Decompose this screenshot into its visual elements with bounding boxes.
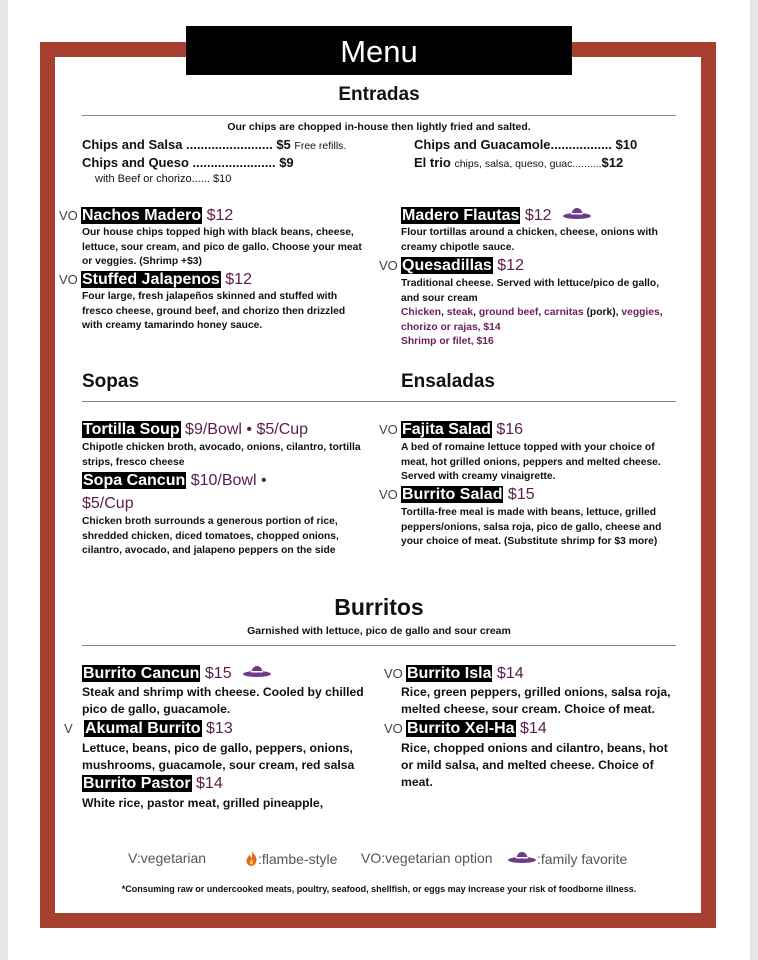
sopas-rule — [82, 401, 676, 402]
dish-price: $10/Bowl • — [190, 472, 267, 489]
burritos-rule — [82, 645, 676, 646]
dish-burrito-cancun — [82, 664, 272, 684]
dish-price: $15 — [204, 665, 232, 683]
burrito-cancun-description: Steak and shrimp with cheese. Cooled by chilled pico de gallo, guacamole. — [82, 685, 364, 716]
dish-nachos-madero — [59, 206, 233, 226]
dish-price: $15 — [507, 486, 535, 503]
dish-quesadillas — [379, 256, 524, 276]
vo-tag: VO — [379, 258, 398, 273]
entradas-rule — [82, 115, 676, 116]
legend-flambe: :flambe-style — [245, 850, 337, 867]
dish-sopa-cancun — [82, 471, 267, 491]
dish-price: $12 — [524, 207, 552, 225]
akumal-burrito-description: Lettuce, beans, pico de gallo, peppers, onions, mushrooms, guacamole, sour cream, red salsa — [82, 741, 355, 772]
dish-name: Burrito Salad — [402, 486, 503, 503]
chips-queso-line: Chips and Queso ....................... $9 — [82, 155, 294, 170]
legend-vegetarian: V:vegetarian — [128, 850, 207, 866]
dish-name: Nachos Madero — [82, 207, 202, 224]
right-page-edge — [750, 0, 758, 960]
dish-name: Fajita Salad — [402, 421, 491, 438]
vo-tag: VO — [59, 272, 78, 287]
dish-price: $14 — [496, 665, 524, 682]
vo-tag: VO — [379, 487, 398, 502]
sopas-heading: Sopas — [82, 371, 140, 392]
jalapenos-description: Four large, fresh jalapeños skinned and stuffed with fresco cheese, ground beef, and chorizo then drizzled with creamy tamarindo honey sauce. — [82, 291, 346, 331]
dish-fajita-salad — [379, 420, 523, 440]
dish-price: $14 — [520, 720, 547, 737]
dish-burrito-isla — [384, 664, 524, 684]
sombrero-icon — [242, 664, 272, 684]
burrito-salad-description: Tortilla-free meal is made with beans, lettuce, grilled peppers/onions, salsa roja, pico de gallo, cheese and your choice of meat. (Substitute shrimp for $3 more) — [401, 507, 662, 547]
burrito-isla-description: Rice, green peppers, grilled onions, salsa roja, melted cheese, sour cream. Choice of meat. — [401, 685, 671, 716]
entradas-heading: Entradas — [338, 84, 420, 105]
chips-salsa-line: Chips and Salsa ........................ $5 Free refills. — [82, 137, 347, 152]
vo-tag: VO — [384, 666, 403, 681]
dish-stuffed-jalapenos — [59, 270, 252, 290]
burrito-pastor-description: White rice, pastor meat, grilled pineapple, — [82, 796, 324, 810]
dish-name: Burrito Cancun — [83, 665, 200, 683]
dish-name: Burrito Isla — [407, 665, 492, 682]
flame-icon — [245, 851, 258, 867]
left-page-edge — [0, 0, 8, 960]
sombrero-icon — [562, 206, 592, 226]
dish-price: $12 — [206, 207, 234, 224]
dish-akumal-burrito — [64, 719, 233, 739]
burrito-xel-ha-description: Rice, chopped onions and cilantro, beans, hot or mild salsa, and melted cheese. Choice of meat. — [401, 741, 668, 789]
quesadillas-description: Traditional cheese. Served with lettuce/pico de gallo, and sour cream Chicken, steak, ground beef, carnitas (pork), veggies, chorizo or rajas, $14 Shrimp or filet, $16 — [401, 278, 663, 347]
dish-name: Quesadillas — [402, 257, 492, 274]
vo-tag: VO — [59, 208, 78, 223]
burritos-heading: Burritos — [334, 594, 424, 620]
dish-tortilla-soup — [82, 420, 308, 440]
dish-name: Tortilla Soup — [83, 421, 180, 438]
tortilla-soup-description: Chipotle chicken broth, avocado, onions, cilantro, tortilla strips, fresco cheese — [82, 442, 361, 468]
sopa-cancun-description: Chicken broth surrounds a generous portion of rice, shredded chicken, diced tomatoes, chopped onions, cilantro, avocado, and jalapeno peppers on the side — [82, 516, 339, 556]
menu-title: Menu — [186, 26, 572, 75]
dish-price: $9/Bowl • $5/Cup — [185, 421, 309, 438]
legend-family-favorite: :family favorite — [507, 850, 627, 867]
nachos-description: Our house chips topped high with black beans, cheese, lettuce, sour cream, and pico de gallo. Choose your meat or veggies. (Shrimp +$3) — [82, 227, 362, 267]
dish-price: $12 — [225, 271, 252, 288]
dish-name: Stuffed Jalapenos — [82, 271, 220, 288]
dish-name: Burrito Xel-Ha — [407, 720, 515, 737]
legend-vegetarian-option: VO:vegetarian option — [361, 850, 493, 866]
vo-tag: VO — [384, 721, 403, 736]
foodborne-disclaimer: *Consuming raw or undercooked meats, poultry, seafood, shellfish, or eggs may increase your risk of foodborne illness. — [121, 884, 637, 894]
dish-name: Burrito Pastor — [83, 775, 191, 792]
chips-note: Our chips are chopped in-house then lightly fried and salted. — [227, 121, 531, 133]
dish-burrito-salad — [379, 485, 535, 505]
with-beef-line: with Beef or chorizo...... $10 — [95, 173, 232, 185]
dish-burrito-xel-ha — [384, 719, 547, 739]
ensaladas-heading: Ensaladas — [401, 371, 495, 392]
dish-price: $16 — [496, 421, 524, 438]
sopa-cancun-cup-price: $5/Cup — [82, 495, 134, 512]
dish-name: Sopa Cancun — [83, 472, 186, 489]
chips-guac-line: Chips and Guacamole................. $10 — [414, 137, 638, 152]
dish-burrito-pastor — [82, 774, 223, 794]
dish-price: $14 — [196, 775, 223, 792]
sombrero-icon — [507, 851, 537, 867]
dish-madero-flautas — [401, 206, 592, 226]
dish-price: $13 — [206, 720, 233, 737]
el-trio-line: El trio chips, salsa, queso, guac..........$12 — [414, 155, 624, 170]
burritos-note: Garnished with lettuce, pico de gallo and sour cream — [247, 625, 511, 637]
dish-price: $12 — [497, 257, 524, 274]
vo-tag: VO — [379, 422, 398, 437]
dish-name: Madero Flautas — [402, 207, 520, 225]
dish-name: Akumal Burrito — [85, 720, 201, 737]
flautas-description: Flour tortillas around a chicken, cheese, onions with creamy chipotle sauce. — [401, 227, 658, 253]
fajita-salad-description: A bed of romaine lettuce topped with your choice of meat, hot grilled onions, peppers and melted cheese. Served with creamy vinaigrette. — [401, 442, 661, 482]
v-tag: V — [64, 721, 73, 736]
